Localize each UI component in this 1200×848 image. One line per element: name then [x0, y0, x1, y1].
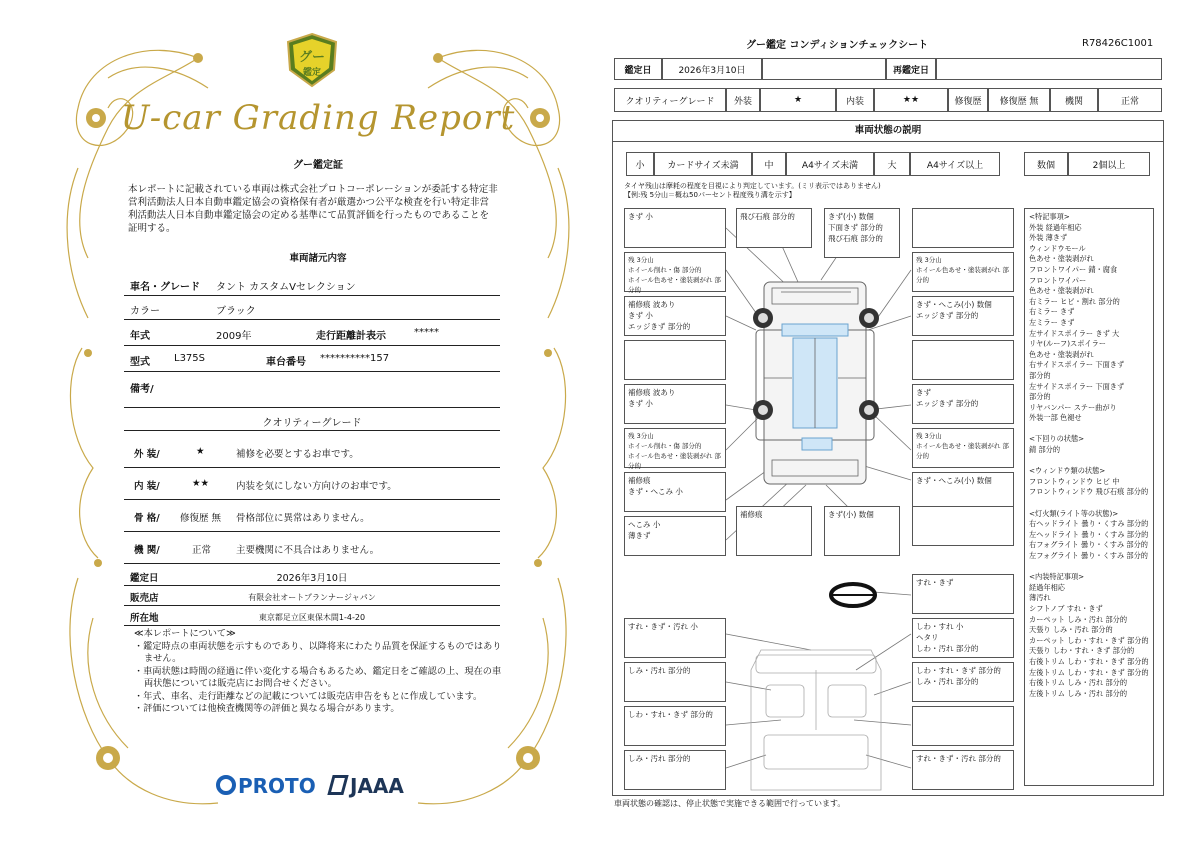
damage-box: 残 3分山 ホイール色あせ・塗装剥がれ 部分的	[912, 252, 1014, 292]
exterior-label: 外 装/	[134, 449, 160, 460]
damage-box	[912, 506, 1014, 546]
model-value: L375S	[174, 353, 206, 364]
damage-box: 補修痕	[736, 506, 812, 556]
interior-desc: 内装を気にしない方向けのお車です。	[236, 481, 397, 492]
grade-label: クオリティーグレード	[614, 88, 726, 112]
repair-label: 修復歴	[948, 88, 988, 112]
ext-label: 外装	[726, 88, 760, 112]
engine-label: 機関	[1050, 88, 1098, 112]
engine-label: 機 関/	[134, 545, 160, 556]
jaaa-logo	[330, 774, 404, 798]
color-value: ブラック	[216, 306, 256, 317]
dealer-value: 有限会社オートプランナージャパン	[248, 593, 376, 602]
grade-row-interior	[124, 470, 500, 500]
damage-box: 残 3分山 ホイール色あせ・塗装剥がれ 部分的	[912, 428, 1014, 468]
condition-check-sheet	[606, 30, 1166, 810]
size-mid-label: 中	[752, 152, 786, 176]
engine-value: 正常	[1098, 88, 1162, 112]
jaaa-logo-text: JAAA	[350, 774, 404, 798]
size-mid-desc: A4サイズ未満	[786, 152, 874, 176]
interior-box: すれ・きず・汚れ 小	[624, 618, 726, 658]
report-notes	[134, 628, 504, 716]
damage-box	[912, 340, 1014, 380]
note-item: ・鑑定時点の車両状態を示すものであり、以降将来にわたり品質を保証するものではありません。	[134, 640, 502, 664]
svg-text:鑑定: 鑑定	[302, 68, 322, 78]
interior-box: しわ・すれ・きず 部分的 しみ・汚れ 部分的	[912, 662, 1014, 702]
sheet-footer: 車両状態の確認は、停止状態で実施できる範囲で行っています。	[614, 799, 846, 808]
quality-grade-heading: クオリティーグレード	[262, 418, 362, 429]
damage-box: きず 小	[624, 208, 726, 248]
mileage-label: 走行距離計表示	[316, 331, 386, 342]
damage-box	[912, 208, 1014, 248]
size-large-desc: A4サイズ以上	[910, 152, 1000, 176]
damage-box: 補修痕 きず・へこみ 小	[624, 472, 726, 512]
model-label: 型式	[130, 357, 150, 368]
tire-note-2: 【例:残 5分山＝概ね50パーセント程度残り溝を示す】	[624, 191, 796, 199]
date-value: 2026年3月10日	[662, 58, 762, 80]
dealer-label: 販売店	[130, 593, 159, 604]
size-small-desc: カードサイズ未満	[654, 152, 752, 176]
spec-row-name	[124, 274, 500, 296]
year-value: 2009年	[216, 331, 252, 342]
damage-box: きず(小) 数個 下面きず 部分的 飛び石痕 部分的	[824, 208, 900, 258]
interior-label: 内 装/	[134, 481, 160, 492]
name-label: 車名・グレード	[130, 282, 200, 293]
exterior-value: ★	[196, 446, 205, 457]
damage-box: 補修痕 波あり きず 小 エッジきず 部分的	[624, 296, 726, 336]
sheet-title: グー鑑定 コンディションチェックシート	[746, 40, 929, 51]
int-label: 内装	[836, 88, 874, 112]
frame-value: 修復歴 無	[180, 513, 222, 524]
year-label: 年式	[130, 331, 150, 342]
damage-box: 残 3分山 ホイール削れ・傷 部分的 ホイール色あせ・塗装剥がれ 部分的	[624, 252, 726, 292]
notes-heading: ≪本レポートについて≫	[134, 628, 236, 639]
reinspect-label: 再鑑定日	[886, 58, 936, 80]
note-item: ・年式、車名、走行距離などの記載については販売店申告をもとに作成しています。	[134, 690, 483, 702]
note-item: ・評価については他検査機関等の評価と異なる場合があります。	[134, 703, 400, 714]
chassis-value: **********157	[320, 353, 390, 364]
damage-box: 補修痕 波あり きず 小	[624, 384, 726, 424]
interior-box: しわ・すれ 小 ヘタリ しわ・汚れ 部分的	[912, 618, 1014, 658]
specs-heading: 車両諸元内容	[289, 253, 347, 264]
appraisal-date-label: 鑑定日	[130, 573, 159, 584]
name-value: タント カスタムVセレクション	[216, 282, 356, 293]
interior-box: しみ・汚れ 部分的	[624, 662, 726, 702]
int-value: ★★	[874, 88, 948, 112]
engine-desc: 主要機関に不具合はありません。	[236, 545, 380, 556]
damage-box: きず・へこみ(小) 数個 エッジきず 部分的	[912, 296, 1014, 336]
damage-box: きず(小) 数個	[824, 506, 900, 556]
sheet-id: R78426C1001	[1082, 38, 1154, 49]
spec-row-year	[124, 322, 500, 346]
spec-row-color	[124, 298, 500, 320]
chassis-label: 車台番号	[266, 357, 306, 368]
section-title: 車両状態の説明	[612, 120, 1164, 142]
engine-value: 正常	[192, 545, 212, 556]
interior-box: すれ・きず	[912, 574, 1014, 614]
date-label: 鑑定日	[614, 58, 662, 80]
address-label: 所在地	[130, 613, 159, 624]
certificate-intro: 本レポートに記載されている車両は株式会社プロトコーポレーションが委託する特定非営利活動法人日本自動車鑑定協会の資格保有者が厳選かつ公平な検査を行い特定非営利活動法人日本自動車鑑定協会の定める基準にて品質評価を行ったものであることを証明する。	[128, 184, 498, 234]
damage-box: きず・へこみ(小) 数個	[912, 472, 1014, 512]
row-appraisal-date	[124, 568, 500, 586]
svg-text:グー: グー	[298, 50, 326, 65]
appraisal-date-value: 2026年3月10日	[276, 573, 348, 584]
damage-box: へこみ 小 薄きず	[624, 516, 726, 556]
grade-row-engine	[124, 534, 500, 564]
report-title: U-car Grading Report	[120, 98, 516, 138]
tire-note-1: タイヤ残山は摩耗の程度を目視により判定しています。(ミリ表示ではありません)	[624, 182, 881, 190]
note-item: ・車両状態は時間の経過に伴い変化する場合もあるため、鑑定日をご確認の上、現在の車両状態については販売店にお問合せください。	[134, 665, 502, 689]
repair-value: 修復歴 無	[988, 88, 1050, 112]
color-label: カラー	[130, 306, 160, 317]
row-dealer	[124, 588, 500, 606]
address-value: 東京都足立区東保木間1-4-20	[258, 613, 366, 622]
count-value: 2個以上	[1068, 152, 1150, 176]
grade-row-frame	[124, 502, 500, 532]
exterior-desc: 補修を必要とするお車です。	[236, 449, 359, 460]
special-notes: <特記事項> 外装 経過年相応 外装 薄きず ウィンドウモール 色あせ・塗装剥がれ フロントワイパー 錆・腐食 フロントワイパー 色あせ・塗装剥がれ 右ミラー ヒビ・割れ 部分的 右ミラー きず 左ミラー きず 左サイドスポイラー きず 大 リヤ(ルーフ)スポイラー 色あせ・塗装剥がれ 右サイドスポイラー 下面きず 部分的 左サイドスポイラー 下面きず 部分的 リヤバンパー ステー曲がり 外装一部 色褪せ <下回りの状態> 錆 部分的 <ウィンドウ類の状態> フロントウィンドウ ヒビ 中 フロントウィンドウ 飛び石痕 部分的 <灯火類(ライト等の状態)> 右ヘッドライト 曇り・くすみ 部分的 左ヘッドライト 曇り・くすみ 部分的 右フォグライト 曇り・くすみ 部分的 左フォグライト 曇り・くすみ 部分的 <内装特記事項> 経過年相応 薄汚れ シフトノブ すれ・きず カーペット しみ・汚れ 部分的 天張り しみ・汚れ 部分的 カーペット しわ・すれ・きず 部分的 天張り しわ・すれ・きず 部分的 右後トリム しわ・すれ・きず 部分的 左後トリム しわ・すれ・きず 部分的 右後トリム しみ・汚れ 部分的 左後トリム しみ・汚れ 部分的	[1024, 208, 1154, 786]
grade-row-exterior	[124, 438, 500, 468]
size-large-label: 大	[874, 152, 910, 176]
damage-box	[624, 340, 726, 380]
size-small-label: 小	[626, 152, 654, 176]
spec-row-remarks	[124, 374, 500, 408]
damage-box: 飛び石痕 部分的	[736, 208, 812, 248]
count-label: 数個	[1024, 152, 1068, 176]
mileage-value: *****	[414, 327, 439, 338]
frame-desc: 骨格部位に異常はありません。	[236, 513, 370, 524]
interior-box: しわ・すれ・きず 部分的	[624, 706, 726, 746]
grading-certificate	[48, 18, 588, 833]
proto-logo-text: PROTO	[238, 774, 316, 798]
certificate-heading: グー鑑定証	[293, 160, 343, 171]
interior-box	[912, 706, 1014, 746]
damage-box: 残 3分山 ホイール削れ・傷 部分的 ホイール色あせ・塗装剥がれ 部分的	[624, 428, 726, 468]
goo-appraisal-logo	[284, 32, 340, 88]
damage-box: きず エッジきず 部分的	[912, 384, 1014, 424]
grade-divider	[124, 430, 500, 431]
interior-box: すれ・きず・汚れ 部分的	[912, 750, 1014, 790]
row-address	[124, 608, 500, 626]
ext-value: ★	[760, 88, 836, 112]
spec-row-model	[124, 348, 500, 372]
remarks-label: 備考/	[130, 384, 154, 395]
frame-label: 骨 格/	[134, 513, 160, 524]
interior-value: ★★	[192, 478, 210, 489]
interior-box: しみ・汚れ 部分的	[624, 750, 726, 790]
proto-logo	[216, 774, 316, 798]
